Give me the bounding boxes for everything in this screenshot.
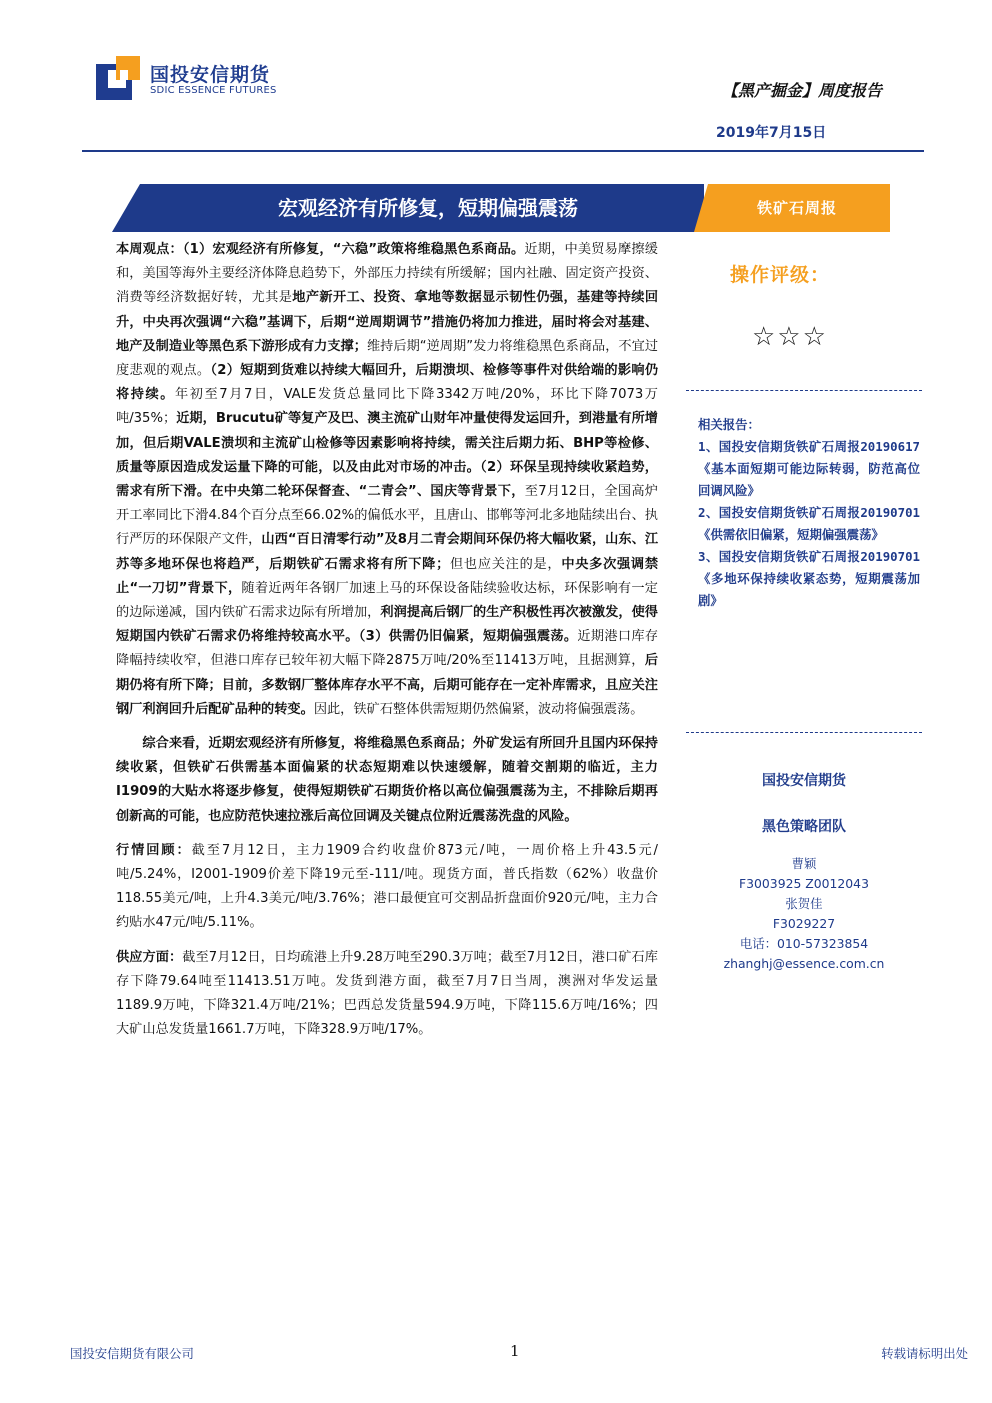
report-date: 2019年7月15日: [716, 125, 827, 141]
market-review-paragraph: [116, 839, 658, 936]
viewpoint-segment: 近期，中美贸易摩擦缓和，美国等海外主要经济体降息趋势下，外部压力持续有所缓解；国内社融、固定资产投资、消费等经济数据好转，尤其是: [116, 242, 658, 306]
category-label: 铁矿石周报: [756, 199, 837, 217]
viewpoint-segment: 随着近两年各钢厂加速上马的环保设备陆续验收达标，环保影响有一定的边际递减，国内铁矿石需求边际有所增加，: [116, 580, 658, 621]
viewpoint-segment: 近期港口库存降幅持续收窄，但港口库存已较年初大幅下降2875万吨/20%至11413万吨，且据测算，: [116, 629, 659, 669]
title-banner-text-wrap: [112, 184, 704, 232]
footer-company: 国投安信期货有限公司: [70, 1346, 194, 1361]
analyst-license: F3029227: [772, 916, 836, 931]
related-reports-header: 相关报告：: [698, 417, 760, 432]
logo-english-name: SDIC ESSENCE FUTURES: [150, 85, 277, 96]
page-number: 1: [510, 1342, 520, 1360]
header-divider: [82, 150, 924, 152]
analyst-license: F3003925 Z0012043: [739, 876, 869, 891]
analyst-name: 曹颖: [791, 856, 817, 871]
rating-stars-icon: ☆☆☆: [752, 322, 828, 352]
related-report-item: 1、国投安信期货铁矿石周报20190617《基本面短期可能边际转弱，防范高位回调风险》: [698, 439, 920, 498]
viewpoint-paragraph: [116, 238, 658, 722]
supply-label: 供应方面：: [116, 949, 183, 965]
viewpoint-segment: 地产新开工、投资、拿地等数据显示韧性仍强，基建等持续回升，中央再次强调“六稳”基调下，后期“逆周期调节”措施仍将加力推进，届时将会对基建、地产及制造业等黑色系下游形成有力支撑；: [116, 290, 659, 354]
sidebar-divider: [686, 732, 922, 733]
related-reports: [698, 414, 920, 612]
footer-notice: 转载请标明出处: [881, 1346, 968, 1361]
viewpoint-segment: 维持后期“逆周期”发力将维稳黑色系商品，不宜过度悲观的观点。: [116, 338, 659, 379]
report-type: 【黑产掘金】周度报告: [721, 81, 882, 100]
viewpoint-segment: 年初至7月7日，VALE发货总量同比下降3342万吨/20%，环比下降7073万吨/35%；: [116, 387, 658, 427]
main-content: [116, 238, 658, 1053]
viewpoint-segment: 利润提高后钢厂的生产积极性再次被激发，使得短期国内铁矿石需求仍将维持较高水平。（3）供需仍旧偏紧，短期偏强震荡。: [116, 605, 658, 645]
logo-chinese-name: 国投安信期货: [150, 64, 271, 86]
summary-paragraph: [116, 732, 658, 829]
summary-text: 综合来看，近期宏观经济有所修复，将维稳黑色系商品；外矿发运有所回升且国内环保持续收紧，但铁矿石供需基本面偏紧的状态短期难以快速缓解，随着交割期的临近，主力I1909的大贴水将逐步修复，使得短期铁矿石期货价格以高位偏强震荡为主，不排除后期再创新高的可能，也应防范快速拉涨后高位回调及关键点位附近震荡洗盘的风险。: [116, 736, 658, 824]
team-company: 国投安信期货: [762, 773, 846, 789]
rating-label: 操作评级：: [730, 264, 831, 286]
viewpoint-segment: 因此，铁矿石整体供需短期仍然偏紧，波动将偏强震荡。: [313, 701, 644, 717]
viewpoint-segment: 中央多次强调禁止“一刀切”背景下，: [116, 556, 659, 596]
viewpoint-segment: （2）短期到货难以持续大幅回升，后期溃坝、检修等事件对供给端的影响仍将持续。: [116, 363, 659, 403]
viewpoint-segment: 山西“百日清零行动”及8月二青会期间环保仍将大幅收紧，山东、江苏等多地环保也将趋严，后期铁矿石需求将有所下降；: [116, 532, 659, 572]
market-review-text: 截至7月12日，主力1909合约收盘价873元/吨，一周价格上升43.5元/吨/5.24%，I2001-1909价差下降19元至-111/吨。现货方面，普氏指数（62%）收盘价118.55美元/吨，上升4.3美元/吨/3.76%；港口最便宜可交割品折盘面价920元/吨，主力合约贴水47元/吨/5.11%。: [116, 842, 659, 931]
market-review-label: 行情回顾：: [116, 842, 192, 858]
logo-mark-icon: [96, 56, 140, 100]
analyst-name: 张贺佳: [785, 896, 823, 911]
viewpoint-segment: 近期，Brucutu矿等复产及巴、澳主流矿山财年冲量使得发运回升，到港量有所增加，但后期VALE溃坝和主流矿山检修等因素影响将持续，需关注后期力拓、BHP等检修、质量等原因造成发运量下降的可能，以及由此对市场的冲击。（2）环保呈现持续收紧趋势，需求有所下滑。在中央第二轮环保督查、“二青会”、国庆等背景下，: [116, 411, 658, 500]
report-title: 宏观经济有所修复，短期偏强震荡: [278, 196, 578, 220]
viewpoint-segment: 至7月12日，全国高炉开工率同比下滑4.84个百分点至66.02%的偏低水平，且唐山、邯郸等河北多地陆续出台、执行严厉的环保限产文件，: [116, 484, 658, 548]
viewpoint-segment: 本周观点：（1）宏观经济有所修复，“六稳”政策将维稳黑色系商品。: [116, 242, 525, 257]
contact-email[interactable]: zhanghj@essence.com.cn: [723, 956, 885, 971]
contact-info: [686, 854, 922, 974]
sidebar-divider: [686, 390, 922, 391]
contact-phone: 电话：010-57323854: [739, 936, 869, 951]
team-name: 黑色策略团队: [762, 819, 846, 835]
supply-paragraph: [116, 946, 658, 1043]
related-report-item: 2、国投安信期货铁矿石周报20190701《供需依旧偏紧，短期偏强震荡》: [698, 505, 920, 542]
related-report-item: 3、国投安信期货铁矿石周报20190701《多地环保持续收紧态势，短期震荡加剧》: [698, 549, 920, 608]
viewpoint-segment: 后期仍将有所下降；目前，多数钢厂整体库存水平不高，后期可能存在一定补库需求，且应关注钢厂利润回升后配矿品种的转变。: [116, 653, 658, 717]
supply-text: 截至7月12日，日均疏港上升9.28万吨至290.3万吨；截至7月12日，港口矿石库存下降79.64吨至11413.51万吨。发货到港方面，截至7月7日当周，澳洲对华发运量1189.9万吨，下降321.4万吨/21%；巴西总发货量594.9万吨，下降115.6万吨/16%；四大矿山总发货量1661.7万吨，下降328.9万吨/17%。: [116, 949, 658, 1038]
viewpoint-segment: 但也应关注的是，: [449, 556, 562, 572]
company-logo: [96, 56, 296, 104]
